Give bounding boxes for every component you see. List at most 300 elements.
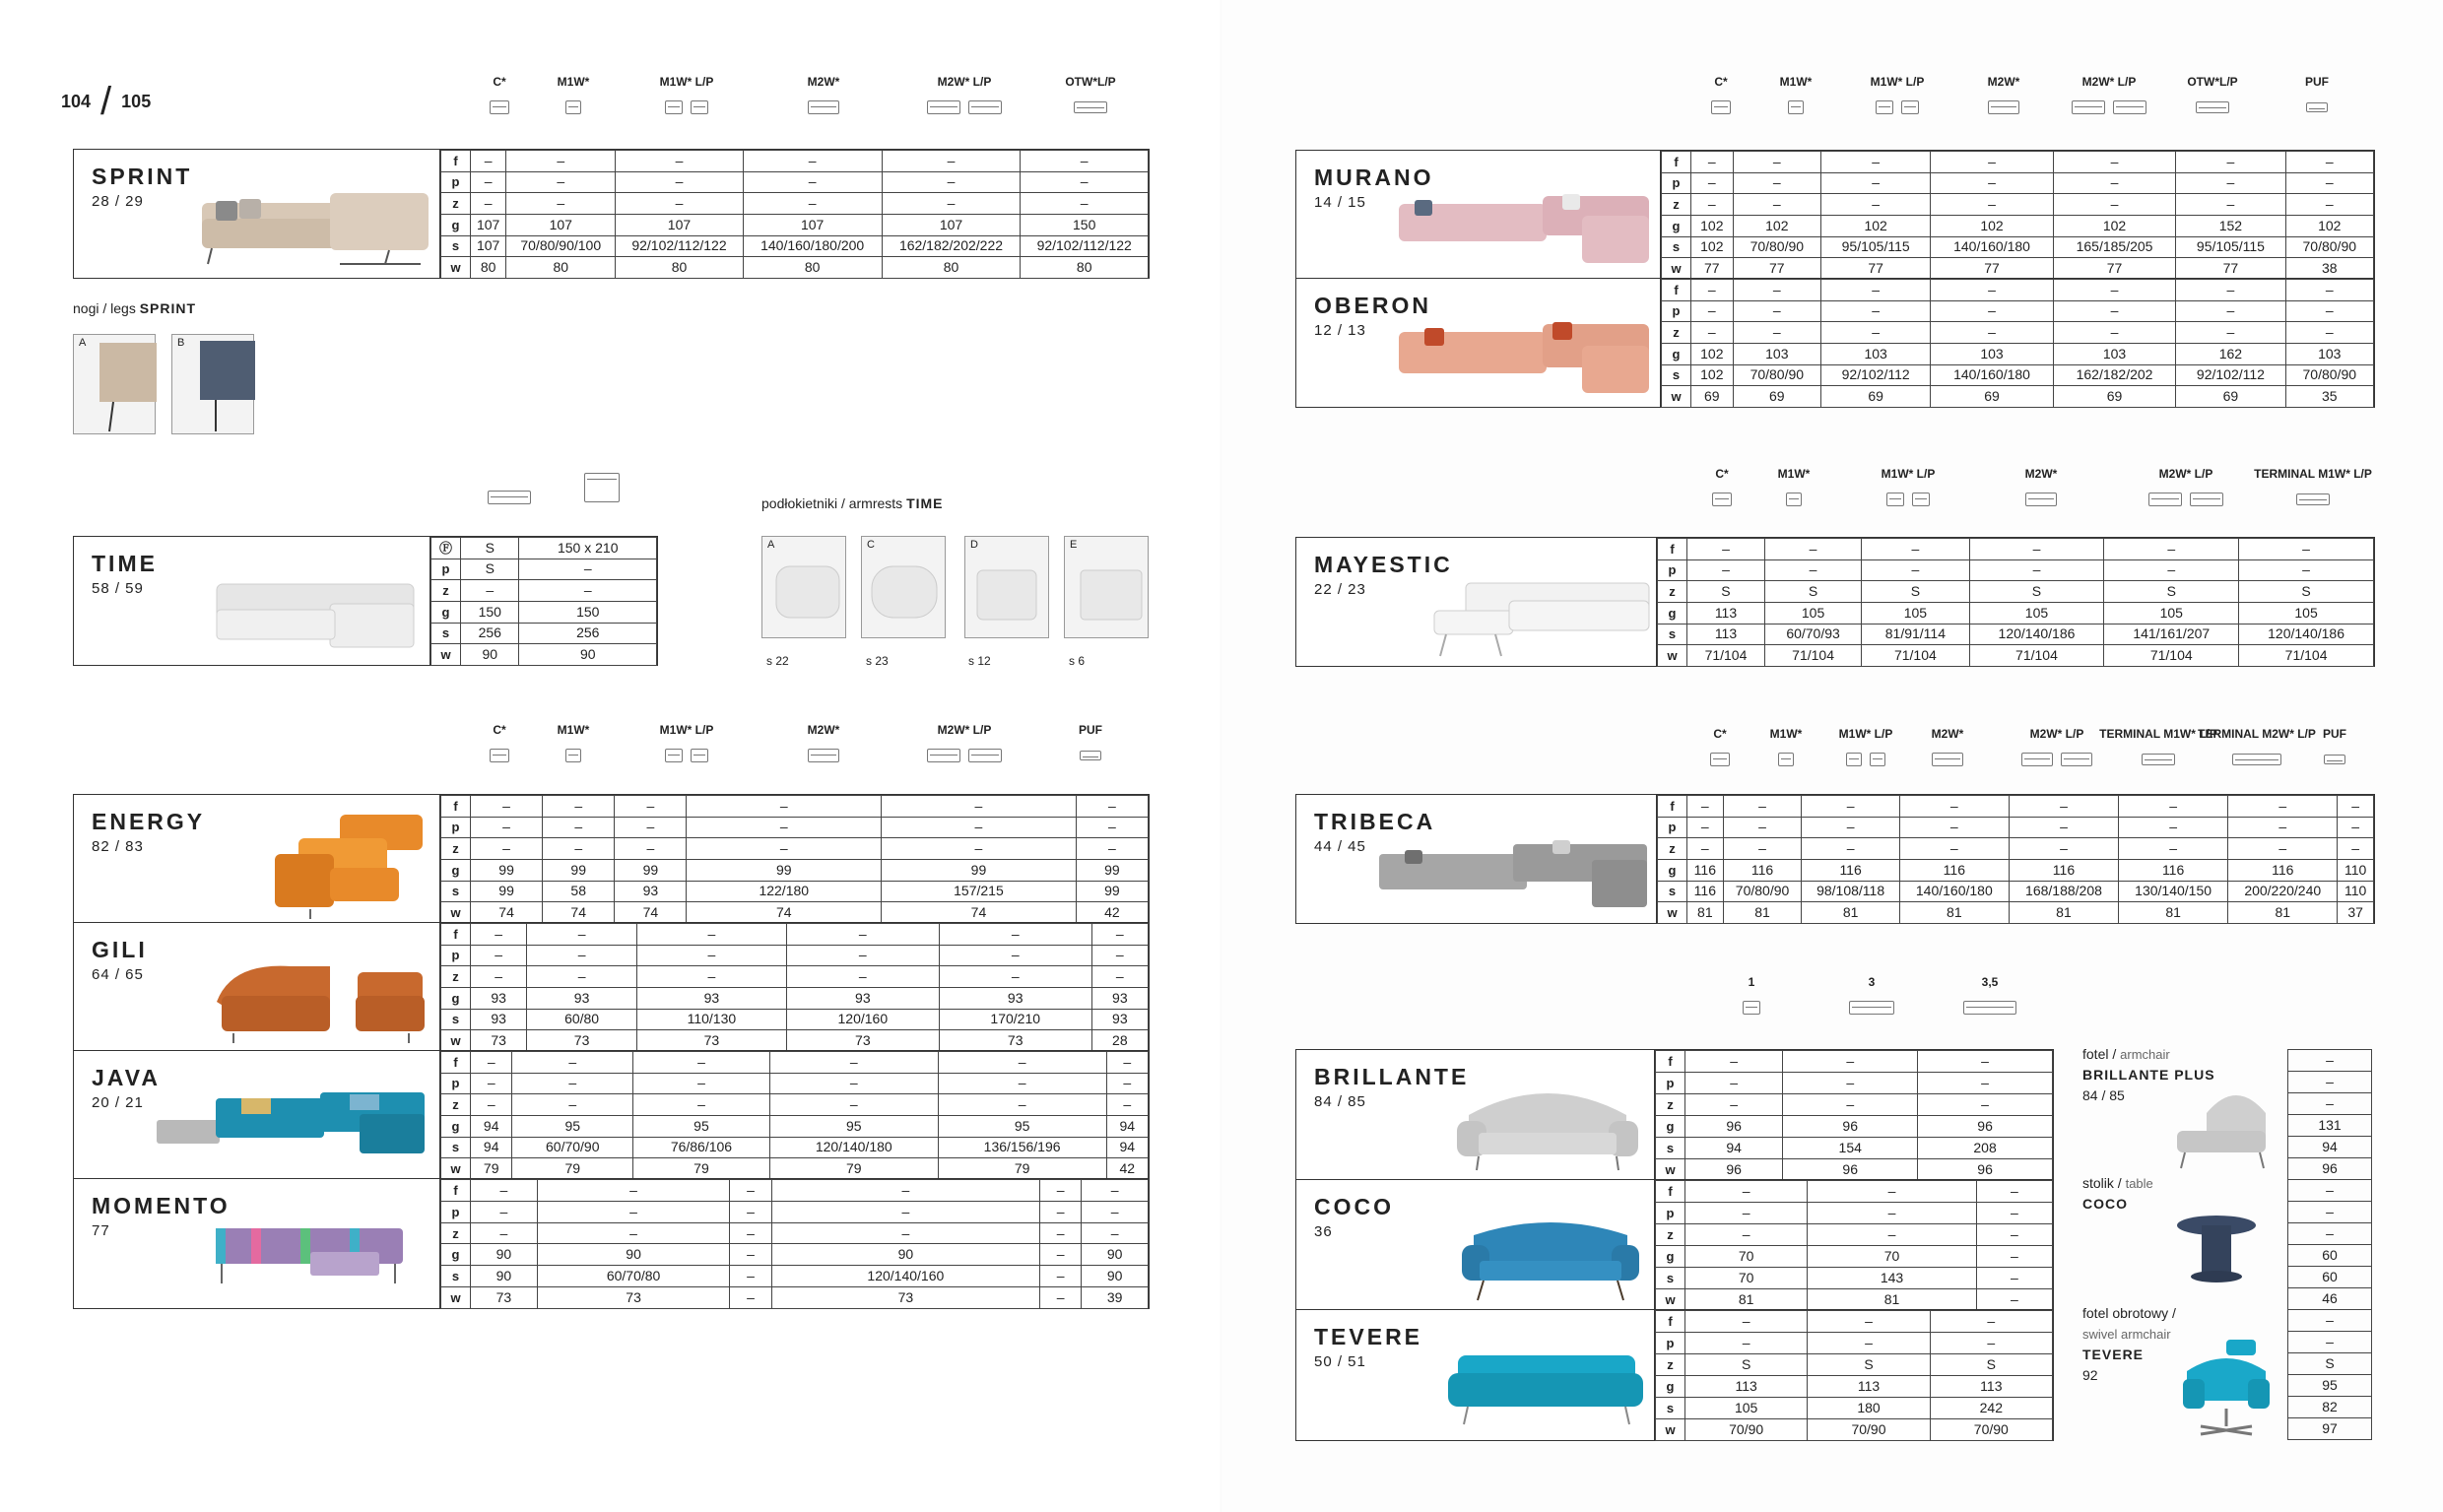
spec-cell: – bbox=[1862, 539, 1969, 560]
spec-cell: 150 bbox=[1021, 214, 1149, 235]
spec-row bbox=[441, 987, 1149, 1009]
spec-row bbox=[441, 1094, 1149, 1116]
spec-cell: 113 bbox=[1687, 624, 1765, 645]
spec-cell: 113 bbox=[1687, 602, 1765, 624]
spec-cell: 70/90 bbox=[1685, 1419, 1808, 1441]
spec-cell: – bbox=[2239, 539, 2374, 560]
spec-cell: 103 bbox=[2053, 343, 2176, 364]
spec-cell: 80 bbox=[471, 257, 506, 279]
spec-cell: 90 bbox=[471, 1244, 538, 1266]
spec-cell: 81 bbox=[1899, 902, 2009, 924]
spec-cell: – bbox=[1808, 1224, 1976, 1246]
spec-cell: 150 x 210 bbox=[519, 538, 657, 559]
spec-row bbox=[1658, 624, 2374, 645]
spec-row bbox=[431, 559, 657, 580]
spec-cell: – bbox=[2338, 838, 2374, 860]
spec-cell: 42 bbox=[1076, 902, 1148, 924]
spec-row bbox=[1662, 386, 2374, 408]
product-name: TIME bbox=[92, 551, 158, 576]
spec-cell: – bbox=[938, 1073, 1106, 1094]
spec-cell: – bbox=[519, 580, 657, 602]
spec-cell: 81 bbox=[2119, 902, 2228, 924]
module-header-item: M2W* L/P bbox=[905, 709, 1023, 770]
spec-cell: – bbox=[1733, 322, 1820, 344]
spec-cell: – bbox=[1862, 559, 1969, 581]
product-pages: 36 bbox=[1314, 1223, 1333, 1240]
spec-cell: – bbox=[2119, 838, 2228, 860]
spec-cell: – bbox=[882, 796, 1077, 818]
module-header-item: M1W* bbox=[1737, 61, 1855, 122]
spec-table-energy bbox=[440, 795, 1149, 924]
spec-key: s bbox=[441, 881, 471, 902]
spec-cell: 90 bbox=[1082, 1266, 1149, 1287]
spec-cell: 140/160/180 bbox=[1931, 236, 2054, 258]
spec-key: p bbox=[431, 559, 461, 580]
spec-cell: 130/140/150 bbox=[2119, 881, 2228, 902]
sofa-image bbox=[192, 171, 433, 268]
armrest-swatch-d: D bbox=[964, 536, 1049, 638]
spec-cell: – bbox=[2176, 152, 2285, 173]
product-row-mayestic bbox=[1295, 537, 2375, 667]
leg-swatch-b: B bbox=[171, 334, 254, 434]
spec-cell: 99 bbox=[882, 859, 1077, 881]
module-header-item: C* bbox=[440, 61, 559, 122]
spec-cell: 116 bbox=[2228, 859, 2338, 881]
spec-key: w bbox=[1662, 258, 1691, 280]
spec-cell: – bbox=[1091, 966, 1148, 988]
product-pages: 50 / 51 bbox=[1314, 1353, 1366, 1370]
spec-row bbox=[1662, 236, 2374, 258]
module-header-item: M1W* bbox=[1727, 713, 1845, 774]
module-header-item: M2W* L/P bbox=[2127, 453, 2245, 514]
spec-key: z bbox=[1662, 194, 1691, 216]
spec-cell: 120/140/180 bbox=[769, 1137, 938, 1158]
spec-row bbox=[1662, 280, 2374, 301]
spec-table-tribeca bbox=[1657, 795, 2374, 924]
spec-cell: 39 bbox=[1082, 1287, 1149, 1309]
spec-cell: – bbox=[633, 1073, 770, 1094]
product-name: MURANO bbox=[1314, 164, 1434, 190]
spec-cell: – bbox=[2285, 152, 2373, 173]
spec-cell: – bbox=[471, 1073, 512, 1094]
spec-cell: 97 bbox=[2288, 1418, 2372, 1440]
product-pages: 28 / 29 bbox=[92, 193, 144, 210]
spec-cell: – bbox=[527, 945, 637, 966]
spec-row bbox=[441, 1052, 1149, 1074]
spec-cell: 99 bbox=[471, 881, 543, 902]
product-info bbox=[1296, 279, 1661, 407]
module-header-item bbox=[543, 473, 661, 502]
spec-cell: 90 bbox=[771, 1244, 1040, 1266]
spec-row bbox=[1662, 258, 2374, 280]
spec-cell: 81 bbox=[1808, 1289, 1976, 1311]
spec-cell: 70/80/90 bbox=[2285, 236, 2373, 258]
spec-cell: 95 bbox=[512, 1115, 633, 1137]
spec-cell: – bbox=[1733, 152, 1820, 173]
spec-cell: – bbox=[616, 151, 744, 172]
spec-cell: 102 bbox=[1691, 215, 1734, 236]
spec-cell: – bbox=[471, 796, 543, 818]
sofa-image bbox=[1395, 186, 1653, 271]
spec-cell: 60/70/90 bbox=[512, 1137, 633, 1158]
module-header-item: PUF bbox=[1031, 709, 1150, 770]
spec-key: g bbox=[1658, 602, 1687, 624]
spec-cell: 102 bbox=[2285, 215, 2373, 236]
spec-key: s bbox=[1656, 1268, 1685, 1289]
spec-cell: 73 bbox=[471, 1030, 527, 1052]
spec-cell: 35 bbox=[2285, 386, 2373, 408]
spec-key: w bbox=[441, 902, 471, 924]
spec-key: g bbox=[1656, 1376, 1685, 1398]
spec-key: f bbox=[1662, 152, 1691, 173]
spec-table-tevere-armchair bbox=[2287, 1309, 2372, 1440]
spec-key: g bbox=[1656, 1246, 1685, 1268]
spec-cell: – bbox=[2104, 539, 2239, 560]
spec-cell: – bbox=[471, 817, 543, 838]
spec-cell: – bbox=[2176, 300, 2285, 322]
product-row-gili bbox=[73, 922, 1150, 1052]
armrests-caption: podłokietniki / armrests TIME bbox=[761, 495, 944, 511]
spec-cell: 102 bbox=[2053, 215, 2176, 236]
spec-cell: 60 bbox=[2288, 1245, 2372, 1267]
spec-cell: – bbox=[1733, 172, 1820, 194]
product-row-time bbox=[73, 536, 658, 666]
spec-cell: – bbox=[1821, 280, 1931, 301]
left-page-number: 104 bbox=[61, 91, 92, 111]
spec-cell: 93 bbox=[471, 987, 527, 1009]
spec-cell: – bbox=[730, 1266, 771, 1287]
spec-row bbox=[2288, 1180, 2372, 1202]
spec-cell: – bbox=[1691, 194, 1734, 216]
spec-cell: – bbox=[2053, 280, 2176, 301]
sofa-image bbox=[271, 809, 429, 923]
spec-cell: 96 bbox=[1783, 1159, 1918, 1181]
spec-cell: 107 bbox=[743, 214, 882, 235]
spec-table-time bbox=[430, 537, 657, 666]
spec-cell: – bbox=[2009, 796, 2118, 818]
spec-cell: – bbox=[471, 966, 527, 988]
spec-row bbox=[441, 214, 1149, 235]
spec-cell: 99 bbox=[1076, 859, 1148, 881]
spec-cell: 90 bbox=[519, 644, 657, 666]
spec-key: z bbox=[1656, 1094, 1685, 1116]
spec-cell: 99 bbox=[543, 859, 615, 881]
product-name: MOMENTO bbox=[92, 1193, 231, 1218]
spec-cell: 90 bbox=[471, 1266, 538, 1287]
module-header-item: M2W* bbox=[1945, 61, 2063, 122]
spec-cell: 96 bbox=[1685, 1159, 1783, 1181]
spec-cell: 77 bbox=[1931, 258, 2054, 280]
spec-cell: – bbox=[2285, 300, 2373, 322]
spec-cell: 136/156/196 bbox=[938, 1137, 1106, 1158]
spec-row bbox=[1662, 172, 2374, 194]
spec-row bbox=[1656, 1051, 2053, 1073]
spec-cell: – bbox=[1783, 1051, 1918, 1073]
product-info bbox=[1296, 1310, 1655, 1440]
spec-key: z bbox=[1662, 322, 1691, 344]
spec-cell: – bbox=[1685, 1051, 1783, 1073]
spec-cell: – bbox=[743, 151, 882, 172]
spec-cell: – bbox=[1082, 1180, 1149, 1202]
spec-key: p bbox=[1656, 1073, 1685, 1094]
spec-cell: – bbox=[1091, 924, 1148, 946]
spec-key: s bbox=[1658, 624, 1687, 645]
spec-cell: 122/180 bbox=[687, 881, 882, 902]
product-name: TRIBECA bbox=[1314, 809, 1436, 834]
spec-cell: 154 bbox=[1783, 1138, 1918, 1159]
module-header-item: OTW*L/P bbox=[2153, 61, 2272, 122]
spec-cell: – bbox=[1930, 1311, 2052, 1333]
spec-cell: 70 bbox=[1685, 1246, 1808, 1268]
spec-cell: – bbox=[939, 945, 1091, 966]
spec-row bbox=[441, 1030, 1149, 1052]
spec-cell: 92/102/112/122 bbox=[616, 235, 744, 257]
module-header-item: M2W* L/P bbox=[1998, 713, 2116, 774]
spec-row bbox=[2288, 1397, 2372, 1418]
spec-row bbox=[441, 1180, 1149, 1202]
spec-cell: – bbox=[1783, 1073, 1918, 1094]
spec-key: w bbox=[1662, 386, 1691, 408]
spec-cell: – bbox=[743, 171, 882, 193]
spec-table-momento bbox=[440, 1179, 1149, 1309]
spec-cell: 60 bbox=[2288, 1267, 2372, 1288]
spec-cell: – bbox=[1040, 1222, 1082, 1244]
spec-cell: 70/80/90 bbox=[2285, 364, 2373, 386]
spec-row bbox=[441, 1009, 1149, 1030]
module-header-item: 3,5 bbox=[1931, 961, 2049, 1022]
spec-cell: 73 bbox=[537, 1287, 730, 1309]
spec-cell: S bbox=[1687, 581, 1765, 603]
spec-cell: 70/80/90/100 bbox=[506, 235, 616, 257]
spec-cell: – bbox=[543, 796, 615, 818]
spec-cell: – bbox=[615, 796, 687, 818]
module-header-item: C* bbox=[440, 709, 559, 770]
spec-cell: 103 bbox=[2285, 343, 2373, 364]
spec-key: p bbox=[1658, 559, 1687, 581]
spec-cell: – bbox=[615, 817, 687, 838]
spec-cell: – bbox=[1976, 1289, 2052, 1311]
spec-cell: – bbox=[1040, 1201, 1082, 1222]
spec-cell: – bbox=[882, 193, 1021, 215]
module-header-item: M2W* bbox=[764, 61, 883, 122]
spec-cell: – bbox=[1687, 817, 1724, 838]
spec-cell: 105 bbox=[2239, 602, 2374, 624]
spec-row bbox=[441, 796, 1149, 818]
sofa-image bbox=[212, 564, 424, 655]
spec-cell: S bbox=[2239, 581, 2374, 603]
spec-cell: – bbox=[1733, 300, 1820, 322]
spec-cell: – bbox=[1969, 559, 2104, 581]
spec-cell: – bbox=[939, 924, 1091, 946]
spec-cell: – bbox=[2228, 838, 2338, 860]
spec-cell: 80 bbox=[1021, 257, 1149, 279]
spec-cell: 81/91/114 bbox=[1862, 624, 1969, 645]
spec-key: z bbox=[1658, 581, 1687, 603]
module-header-item: M2W* L/P bbox=[2050, 61, 2168, 122]
product-name: GILI bbox=[92, 937, 148, 962]
product-info bbox=[1296, 1180, 1655, 1310]
spec-cell: S bbox=[1930, 1354, 2052, 1376]
spec-cell: 116 bbox=[1687, 859, 1724, 881]
spec-cell: 105 bbox=[1764, 602, 1861, 624]
spec-cell: 162/182/202 bbox=[2053, 364, 2176, 386]
spec-cell: 73 bbox=[636, 1030, 786, 1052]
spec-row bbox=[1656, 1419, 2053, 1441]
spec-cell: 113 bbox=[1930, 1376, 2052, 1398]
armrest-code: s 6 bbox=[1069, 654, 1086, 668]
product-info bbox=[74, 537, 430, 665]
spec-cell: 71/104 bbox=[1862, 645, 1969, 667]
spec-cell: – bbox=[471, 1222, 538, 1244]
spec-key: g bbox=[1662, 215, 1691, 236]
spec-row bbox=[441, 1287, 1149, 1309]
spec-key: w bbox=[441, 257, 471, 279]
spec-table-brillante bbox=[1655, 1050, 2053, 1181]
spec-key: w bbox=[1658, 645, 1687, 667]
right-page-number: 105 bbox=[121, 91, 152, 111]
spec-key: z bbox=[441, 193, 471, 215]
spec-cell: 95 bbox=[938, 1115, 1106, 1137]
spec-cell: – bbox=[2176, 322, 2285, 344]
spec-cell: – bbox=[1106, 1073, 1148, 1094]
spec-table-coco bbox=[1655, 1180, 2053, 1311]
spec-row bbox=[1658, 645, 2374, 667]
spec-cell: – bbox=[771, 1201, 1040, 1222]
product-info bbox=[74, 923, 440, 1051]
spec-cell: – bbox=[616, 171, 744, 193]
spec-row bbox=[1656, 1246, 2053, 1268]
spec-cell: 77 bbox=[1821, 258, 1931, 280]
spec-cell: 105 bbox=[1862, 602, 1969, 624]
spec-cell: 103 bbox=[1931, 343, 2054, 364]
spec-cell: 113 bbox=[1808, 1376, 1930, 1398]
spec-cell: – bbox=[1808, 1311, 1930, 1333]
spec-cell: – bbox=[2288, 1072, 2372, 1093]
spec-cell: 99 bbox=[615, 859, 687, 881]
spec-cell: 170/210 bbox=[939, 1009, 1091, 1030]
spec-cell: 70 bbox=[1685, 1268, 1808, 1289]
spec-key: f bbox=[1656, 1181, 1685, 1203]
spec-cell: 42 bbox=[1106, 1158, 1148, 1180]
module-header-item: M2W* bbox=[1982, 453, 2100, 514]
spec-cell: – bbox=[1764, 559, 1861, 581]
spec-cell: 256 bbox=[519, 623, 657, 644]
spec-cell: 74 bbox=[882, 902, 1077, 924]
spec-cell: – bbox=[1021, 171, 1149, 193]
spec-cell: 168/188/208 bbox=[2009, 881, 2118, 902]
spec-cell: 77 bbox=[2176, 258, 2285, 280]
spec-cell: – bbox=[882, 151, 1021, 172]
module-header-brillante bbox=[1222, 961, 2010, 1040]
module-header-item: TERMINAL M1W* L/P bbox=[2254, 453, 2372, 514]
spec-cell: – bbox=[2053, 300, 2176, 322]
spec-row bbox=[2288, 1158, 2372, 1180]
spec-cell: – bbox=[1021, 151, 1149, 172]
spec-cell: – bbox=[2285, 172, 2373, 194]
spec-cell: – bbox=[636, 966, 786, 988]
spec-cell: – bbox=[730, 1244, 771, 1266]
spec-cell: 79 bbox=[471, 1158, 512, 1180]
spec-key: g bbox=[1656, 1116, 1685, 1138]
product-pages: 12 / 13 bbox=[1314, 322, 1366, 339]
spec-cell: – bbox=[1899, 796, 2009, 818]
spec-cell: 102 bbox=[1733, 215, 1820, 236]
spec-cell: 28 bbox=[1091, 1030, 1148, 1052]
spec-cell: – bbox=[471, 193, 506, 215]
product-row-momento bbox=[73, 1178, 1150, 1309]
product-row-tribeca bbox=[1295, 794, 2375, 924]
spec-cell: – bbox=[1733, 280, 1820, 301]
module-header-item: C* bbox=[1662, 61, 1780, 122]
product-pages: 14 / 15 bbox=[1314, 194, 1366, 211]
spec-cell: 79 bbox=[512, 1158, 633, 1180]
product-pages: 22 / 23 bbox=[1314, 581, 1366, 598]
product-row-coco bbox=[1295, 1179, 2054, 1311]
spec-cell: 99 bbox=[471, 859, 543, 881]
spec-cell: – bbox=[471, 1094, 512, 1116]
spec-cell: S bbox=[461, 559, 519, 580]
spec-table-oberon bbox=[1661, 279, 2374, 408]
spec-cell: 81 bbox=[1685, 1289, 1808, 1311]
spec-row bbox=[2288, 1375, 2372, 1397]
spec-key: z bbox=[441, 1222, 471, 1244]
spec-row bbox=[1656, 1311, 2053, 1333]
spec-cell: 141/161/207 bbox=[2104, 624, 2239, 645]
spec-cell: – bbox=[1687, 539, 1765, 560]
spec-cell: – bbox=[1821, 300, 1931, 322]
spec-cell: 69 bbox=[1691, 386, 1734, 408]
spec-cell: – bbox=[1723, 838, 1802, 860]
spec-cell: – bbox=[2288, 1202, 2372, 1223]
armrest-code: s 12 bbox=[968, 654, 991, 668]
spec-cell: 70/90 bbox=[1808, 1419, 1930, 1441]
spec-table-java bbox=[440, 1051, 1149, 1180]
spec-row bbox=[441, 1137, 1149, 1158]
spec-cell: 162 bbox=[2176, 343, 2285, 364]
spec-key: w bbox=[441, 1158, 471, 1180]
product-pages: 82 / 83 bbox=[92, 838, 144, 855]
spec-row bbox=[1656, 1224, 2053, 1246]
spec-cell: – bbox=[1931, 300, 2054, 322]
spec-cell: 79 bbox=[633, 1158, 770, 1180]
spec-cell: 107 bbox=[616, 214, 744, 235]
spec-cell: 93 bbox=[527, 987, 637, 1009]
spec-cell: – bbox=[2228, 817, 2338, 838]
armrest-swatch-e: E bbox=[1064, 536, 1149, 638]
spec-key: f bbox=[1658, 796, 1687, 818]
module-header-item: M2W* bbox=[1888, 713, 2007, 774]
spec-cell: – bbox=[2288, 1093, 2372, 1115]
spec-cell: – bbox=[471, 924, 527, 946]
spec-row bbox=[1662, 364, 2374, 386]
spec-cell: – bbox=[1976, 1181, 2052, 1203]
spec-cell: – bbox=[687, 817, 882, 838]
spec-cell: – bbox=[786, 945, 939, 966]
spec-key: p bbox=[1662, 300, 1691, 322]
spec-cell: – bbox=[1802, 796, 1899, 818]
spec-row bbox=[2288, 1245, 2372, 1267]
spec-row bbox=[1658, 581, 2374, 603]
product-name: OBERON bbox=[1314, 293, 1431, 318]
spec-row bbox=[1656, 1289, 2053, 1311]
spec-cell: 79 bbox=[938, 1158, 1106, 1180]
spec-cell: 131 bbox=[2288, 1115, 2372, 1137]
spec-row bbox=[441, 1201, 1149, 1222]
spec-cell: – bbox=[1918, 1051, 2053, 1073]
spec-cell: – bbox=[1691, 172, 1734, 194]
spec-row bbox=[1658, 817, 2374, 838]
spec-cell: S bbox=[1808, 1354, 1930, 1376]
